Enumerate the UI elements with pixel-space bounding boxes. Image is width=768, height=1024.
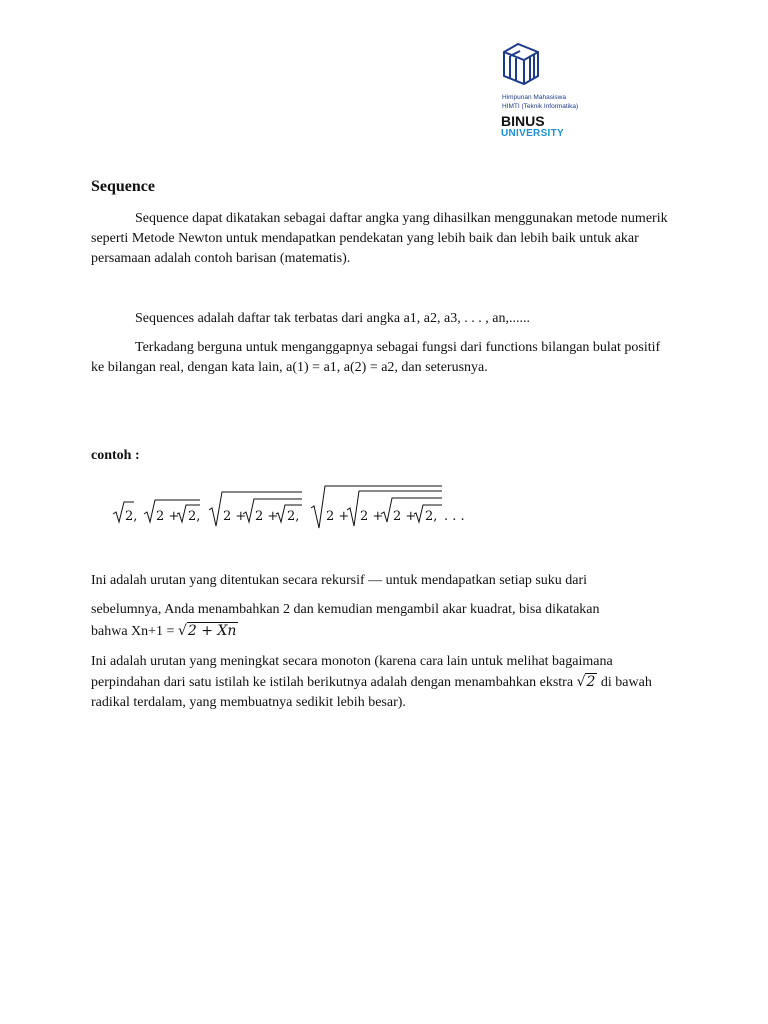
extra-sqrt-two: √2 — [576, 674, 596, 690]
paragraph-1: Sequence dapat dikatakan sebagai daftar angka yang dihasilkan menggunakan metode numerik seperti Metode Newton untuk mendapatkan pendekatan yang lebih baik dan lebih baik untuk akar persamaan adalah contoh barisan (matematis). — [91, 211, 668, 266]
himti-cube-logo-icon — [500, 42, 542, 86]
recursive-formula: √2 + Xn — [177, 623, 237, 639]
example-label: contoh : — [91, 448, 140, 463]
paragraph-3: Terkadang berguna untuk menganggapnya sebagai fungsi dari functions bilangan bulat positif ke bilangan real, dengan kata lain, a(1) = a1, a(2) = a2, dan seterusnya. — [91, 340, 661, 375]
paragraph-4-line1: Ini adalah urutan yang ditentukan secara rekursif — untuk mendapatkan setiap suku dari — [91, 573, 588, 588]
himti-binus-logo — [500, 42, 620, 139]
sequence-ellipsis: . . . — [444, 509, 465, 524]
svg-text:2,: 2, — [287, 509, 300, 524]
nested-sqrt-sequence — [112, 484, 472, 530]
logo-brand-sub: UNIVERSITY — [501, 128, 565, 139]
formula-prefix: bahwa Xn+1 = — [91, 624, 178, 639]
svg-text:2,: 2, — [425, 509, 438, 524]
sequence-term-3 — [209, 492, 302, 526]
extra-sqrt-radicand: 2 — [586, 674, 596, 690]
logo-org-line1: Himpunan Mahasiswa — [502, 94, 566, 101]
paragraph-4-line3 — [91, 621, 671, 642]
sequence-term-1 — [113, 502, 137, 524]
paragraph-2: Sequences adalah daftar tak terbatas dari angka a1, a2, a3, . . . , an,...... — [135, 311, 530, 326]
sequence-term-4 — [311, 486, 442, 528]
sequence-term-2 — [144, 500, 200, 524]
paragraph-4-line2: sebelumnya, Anda menambahkan 2 dan kemudian mengambil akar kuadrat, bisa dikatakan — [91, 602, 600, 617]
page-title: Sequence — [91, 178, 155, 195]
svg-text:2 +: 2 + — [393, 509, 417, 524]
svg-text:2 +: 2 + — [360, 509, 384, 524]
paragraph-5-part1: Ini adalah urutan yang meningkat secara monoton (karena cara lain untuk melihat bagaimana perpindahan dari satu istilah ke istilah berikutnya adalah dengan menambahkan ekstra — [91, 654, 613, 690]
paragraph-5 — [91, 652, 671, 713]
logo-brand: BINUS — [501, 113, 545, 129]
svg-text:2 +: 2 + — [326, 509, 350, 524]
svg-text:2 +: 2 + — [156, 509, 180, 524]
svg-text:2 +: 2 + — [223, 509, 247, 524]
svg-text:2,: 2, — [188, 509, 201, 524]
recursive-formula-radicand: 2 + Xn — [187, 623, 237, 639]
logo-org-line2: HIMTI (Teknik Informatika) — [502, 103, 579, 110]
paragraph-5-part2: di bawah radikal terdalam, yang membuatnya sedikit lebih besar). — [91, 675, 652, 710]
svg-text:2 +: 2 + — [255, 509, 279, 524]
svg-text:2,: 2, — [125, 509, 138, 524]
